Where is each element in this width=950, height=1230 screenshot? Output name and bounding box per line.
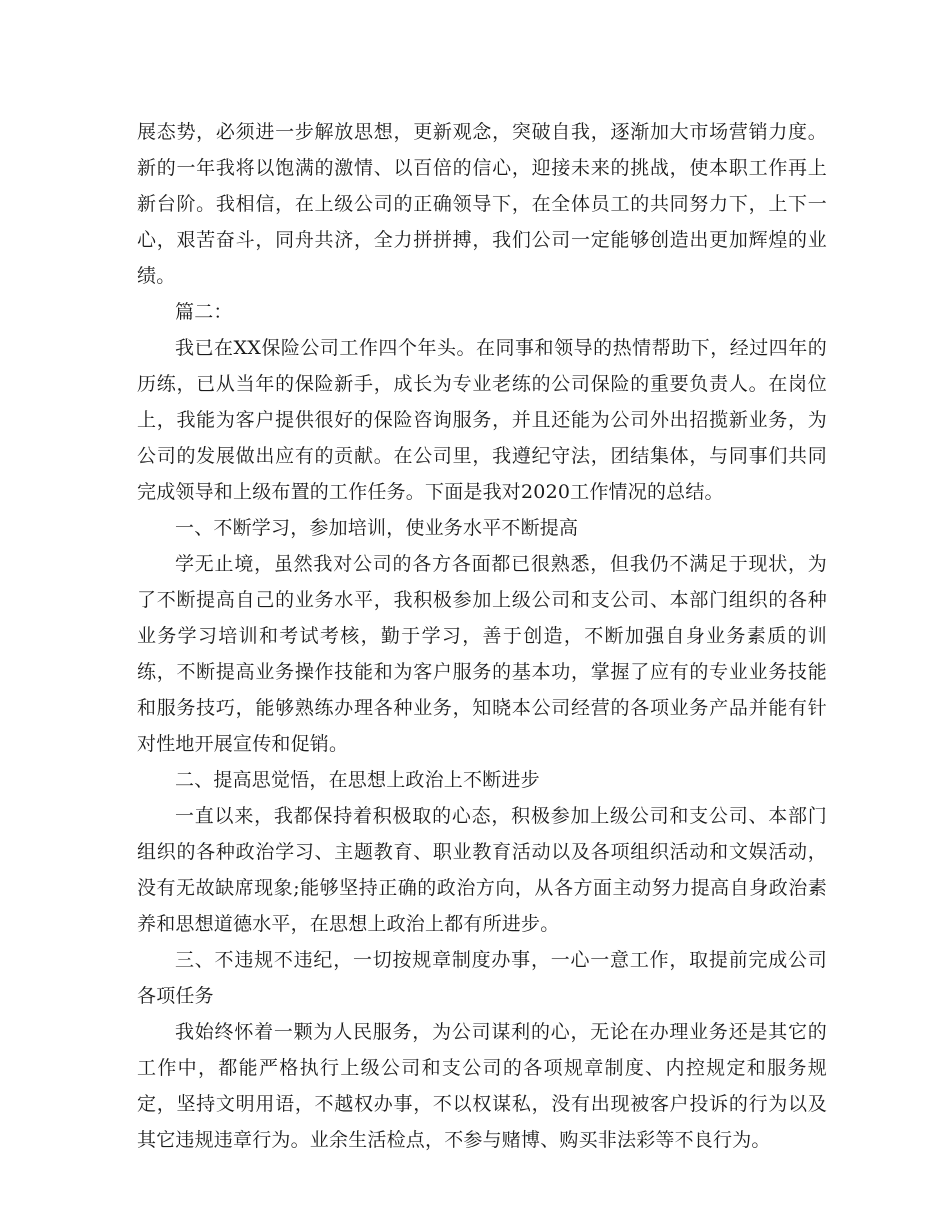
paragraph-politics: 一直以来，我都保持着积极取的心态，积极参加上级公司和支公司、本部门组织的各种政治学习、主题教育、职业教育活动以及各项组织活动和文娱活动，没有无故缺席现象;能够坚持正确的政治方向，从各方面主动努力提高自身政治素养和思想道德水平，在思想上政治上都有所进步。 [137, 805, 827, 935]
document-body [137, 114, 827, 1158]
paragraph-rules: 我始终怀着一颗为人民服务，为公司谋利的心，无论在办理业务还是其它的工作中，都能严格执行上级公司和支公司的各项规章制度、内控规定和服务规定，坚持文明用语，不越权办事，不以权谋私，没有出现被客户投诉的行为以及其它违规违章行为。业余生活检点，不参与赌博、购买非法彩等不良行为。 [137, 1021, 827, 1151]
heading-one: 一、不断学习，参加培训，使业务水平不断提高 [175, 517, 579, 539]
section-heading-part-two: 篇二： [175, 301, 233, 323]
paragraph-study: 学无止境，虽然我对公司的各方各面都已很熟悉，但我仍不满足于现状，为了不断提高自己的业务水平，我积极参加上级公司和支公司、本部门组织的各种业务学习培训和考试考核，勤于学习，善于创造，不断加强自身业务素质的训练，不断提高业务操作技能和为客户服务的基本功，掌握了应有的专业业务技能和服务技巧，能够熟练办理各种业务，知晓本公司经营的各项业务产品并能有针对性地开展宣传和促销。 [137, 553, 827, 755]
paragraph-continuation: 展态势，必须进一步解放思想，更新观念，突破自我，逐渐加大市场营销力度。新的一年我将以饱满的激情、以百倍的信心，迎接未来的挑战，使本职工作再上新台阶。我相信，在上级公司的正确领导下，在全体员工的共同努力下，上下一心，艰苦奋斗，同舟共济，全力拼拼搏，我们公司一定能够创造出更加辉煌的业绩。 [137, 121, 827, 287]
heading-two: 二、提高思觉悟，在思想上政治上不断进步 [175, 769, 540, 791]
paragraph-intro: 我已在XX保险公司工作四个年头。在同事和领导的热情帮助下，经过四年的历练，已从当年的保险新手，成长为专业老练的公司保险的重要负责人。在岗位上，我能为客户提供很好的保险咨询服务，并且还能为公司外出招揽新业务，为公司的发展做出应有的贡献。在公司里，我遵纪守法，团结集体，与同事们共同完成领导和上级布置的工作任务。下面是我对2020工作情况的总结。 [137, 337, 827, 503]
heading-three: 三、不违规不违纪，一切按规章制度办事，一心一意工作，取提前完成公司各项任务 [137, 949, 827, 1007]
